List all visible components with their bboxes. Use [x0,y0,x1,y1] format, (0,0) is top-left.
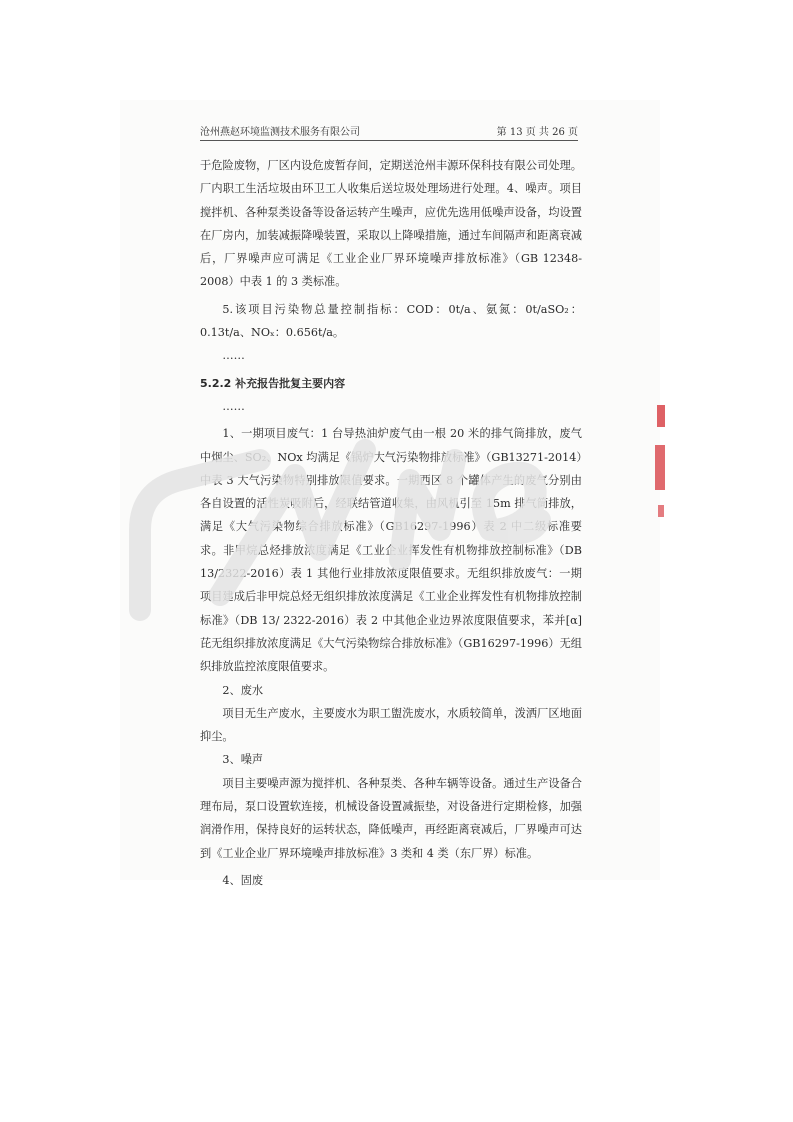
header-page-indicator: 第 13 页 共 26 页 [496,127,578,138]
paragraph-hazardous-waste-noise: 于危险废物，厂区内设危废暂存间，定期送沧州丰源环保科技有限公司处理。厂内职工生活垃圾由环卫工人收集后送垃圾处理场进行处理。4、噪声。项目搅拌机、各种泵类设备等设备运转产生噪声，应优先选用低噪声设备，均设置在厂房内，加装减振降噪装置，采取以上降噪措施，通过车间隔声和距离衰减后，厂界噪声应可满足《工业企业厂界环境噪声排放标准》（GB 12348-2008）中表 1 的 3 类标准。 [200,159,582,289]
ellipsis-2: …… [222,399,245,413]
paragraph-wastewater: 项目无生产废水，主要废水为职工盥洗废水，水质较简单，泼洒厂区地面抑尘。 [200,706,582,744]
paragraph-total-control: 5.该项目污染物总量控制指标：COD：0t/a、氨氮：0t/aSO₂：0.13t/a、NOₓ：0.656t/a。 [200,302,582,340]
ellipsis-1: …… [222,349,245,363]
page-header [200,123,578,141]
paragraph-noise: 项目主要噪声源为搅拌机、各种泵类、各种车辆等设备。通过生产设备合理布局，泵口设置软连接，机械设备设置减振垫，对设备进行定期检修，加强润滑作用，保持良好的运转状态，降低噪声，再经距离衰减后，厂界噪声可达到《工业企业厂界环境噪声排放标准》3 类和 4 类（东厂界）标准。 [200,776,582,860]
section-heading-5-2-2: 5.2.2 补充报告批复主要内容 [200,376,346,390]
header-organization: 沧州燕赵环境监测技术服务有限公司 [200,127,360,138]
subheading-solid-waste: 4、固废 [222,873,264,887]
seal-edge [655,405,667,525]
document-body [200,154,582,892]
paragraph-waste-gas: 1、一期项目废气：1 台导热油炉废气由一根 20 米的排气筒排放，废气中烟尘、SO₂、NOx 均满足《锅炉大气污染物排放标准》（GB13271-2014）中表 3 大气污染物特别排放限值要求。一期西区 8 个罐体产生的废气分别由各自设置的活性炭吸附后，经联结管道收集，由风机引至 15m 排气筒排放，满足《大气污染物综合排放标准》（GB16297-1996）表 2 中二级标准要求。非甲烷总烃排放浓度满足《工业企业挥发性有机物排放控制标准》（DB 13/2322-2016）表 1 其他行业排放浓度限值要求。无组织排放废气：一期项目建成后非甲烷总烃无组织排放浓度满足《工业企业挥发性有机物排放控制标准》（DB 13/ 2322-2016）表 2 中其他企业边界浓度限值要求，苯并[α]芘无组织排放浓度满足《大气污染物综合排放标准》（GB16297-1996）无组织排放监控浓度限值要求。 [200,427,582,674]
subheading-noise: 3、噪声 [222,753,264,767]
subheading-wastewater: 2、废水 [222,683,264,697]
